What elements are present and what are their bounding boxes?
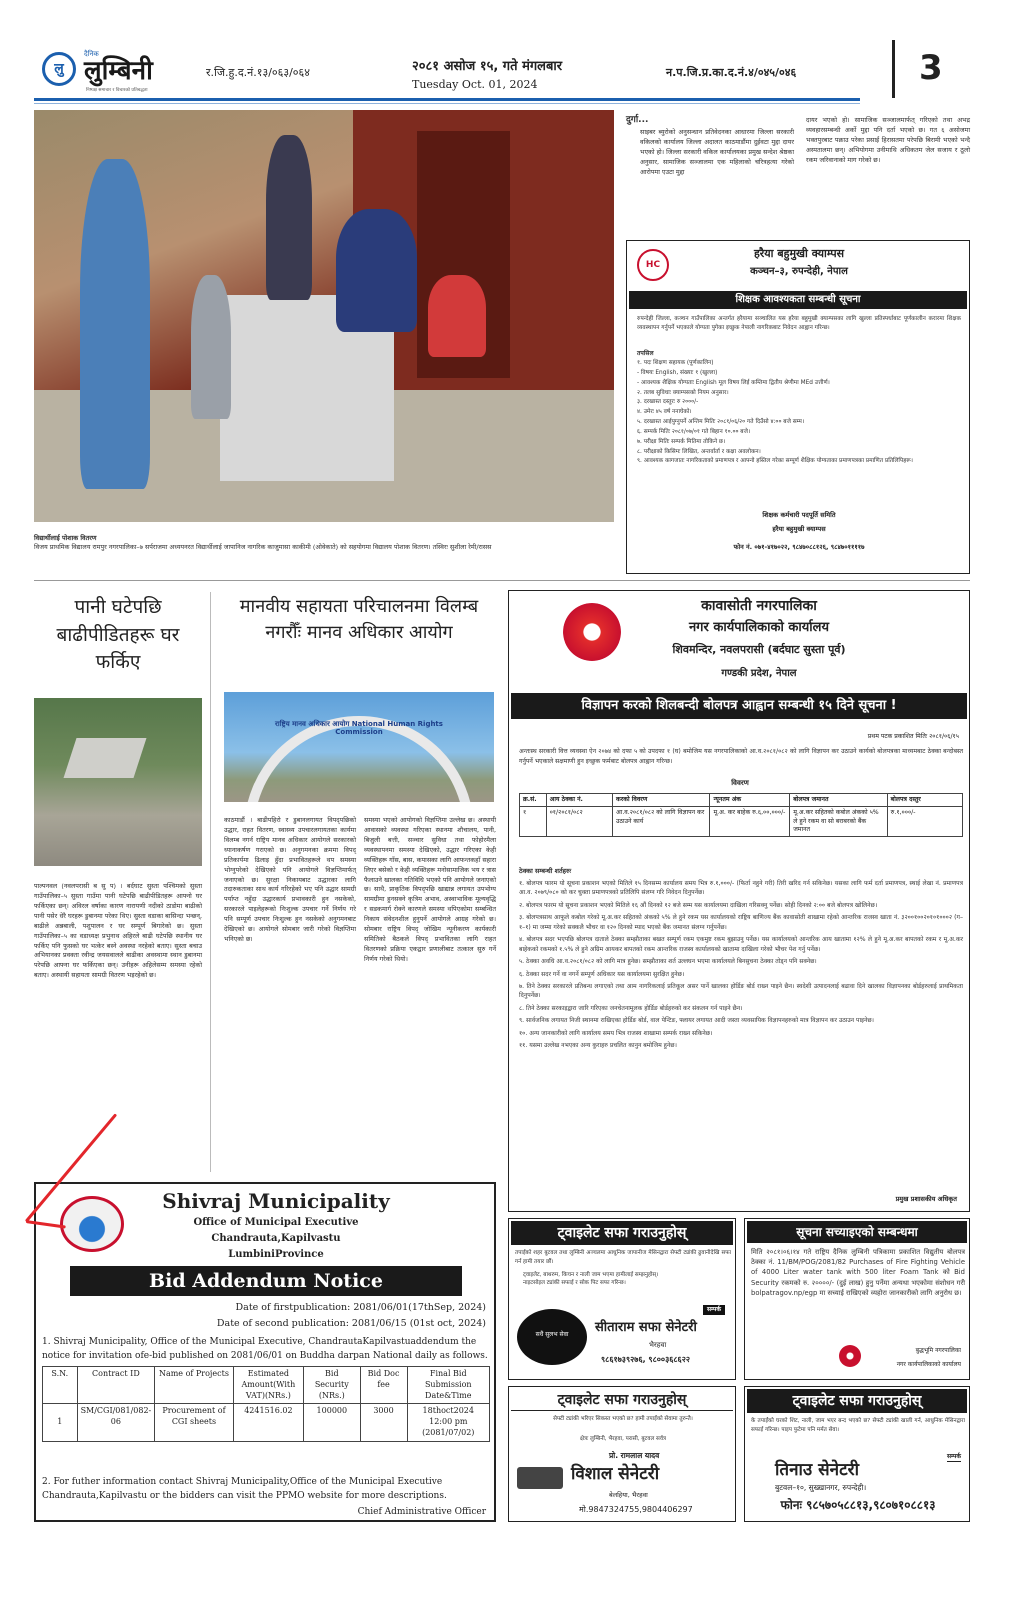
table-header: बोलपत्र जमानत xyxy=(790,794,887,807)
vacancy-items xyxy=(637,359,961,467)
correction-title: सूचना सच्याइएको सम्बन्धमा xyxy=(747,1221,967,1243)
shivraj-title: Shivraj Municipality xyxy=(162,1189,390,1213)
table-header: क्र.सं. xyxy=(520,794,547,807)
table-cell: मू.अ.कर सहितको कबोल अंकको ५% ले हुने रकम वा सो बराबरको बैंक जमानत xyxy=(790,807,887,837)
table-cell: ०१/२०८१/०८२ xyxy=(546,807,612,837)
condition-item: १. बोलपत्र फारम यो सूचना प्रकाशन भएको मितिले १५ दिनसम्म कार्यालय समय भित्र रु.१,०००/- (फिर्ता नहुने गरी) तिरी खरिद गर्न सकिनेछ। यसका लागि फर्म दर्ता प्रमाणपत्र, स्थाई लेखा नं. प्रमाणपत्र आ.व. २०७९/०८० को कर चुक्ता प्रमाणपत्रको प्रतिलिपि संलग्न गरि निवेदन दिनुपर्नेछ। xyxy=(519,880,963,897)
registration-right: न.प.जि.प्र.का.द.नं.४/०४५/०४६ xyxy=(666,66,797,79)
correction-body: मिति २०८१।०६।१४ गते राष्ट्रिय दैनिक लुम्बिनी पत्रिकामा प्रकाशित विद्युतीय बोलपत्र ठेक्का नं. 11/BM/POG/2081/82 Purchases of Fire Fighting Vehicle of 4000 Liter water tank with 500 liter Foam Tank को Bid Security रकमको रु. २००००/- (दुई लाख) हुनु पर्नेमा अन्यथा भएकोमा संशोधन गरी bolpatragov.np/egp मा सच्याई राखिएको व्यहोरा जानकारीको लागि अनुरोध छ। xyxy=(751,1248,965,1297)
kawasoti-intro: अन्तःस्थ सरकारी वित्त व्यवस्था ऐन २०७४ को दफा ५ को उपदफा १ (घ) बमोजिम यस नगरपालिकाको आ.व.२०८१/०८२ को लागि विज्ञापन कर उठाउने कार्यको बोलपत्रका माध्यमबाट ठेक्का बन्दोबस्त गर्नुपर्ने भएकाले सक्षमाणी हुन इच्छुक फर्मबाट बोलपत्र आह्वान गरिन्छ। xyxy=(519,748,963,765)
twilight-sub-2: क्षेत्रः लुम्बिनी, भैरहवा, परासी, बुटवल सर्वत्र xyxy=(579,1436,667,1442)
bid-addendum-band: Bid Addendum Notice xyxy=(70,1266,462,1296)
bid-table-header: Bid Doc fee xyxy=(360,1367,407,1404)
vacancy-item: ४. उमेरः ४५ वर्ष ननाघेको। xyxy=(637,409,692,416)
twilight-title-3: ट्वाइलेट सफा गराउनुहोस् xyxy=(747,1389,967,1413)
bid-table-cell: 1 xyxy=(43,1404,78,1441)
page-divider xyxy=(892,40,895,98)
teacher-vacancy-band: शिक्षक आवश्यकता सम्बन्धी सूचना xyxy=(629,291,967,309)
vacancy-item: - आवश्यक शैक्षिक योग्यताः English मूल विषय लिई कम्तिमा द्वितीय श्रेणीमा MEd उत्तीर्ण। xyxy=(637,379,830,386)
conditions-heading: ठेक्का सम्बन्धी शर्तहरुः xyxy=(519,867,572,875)
durga-text-left: साइबर ब्युरोको अनुसन्धान प्रतिवेदनका आधारमा जिल्ला सरकारी वकिलको कार्यालय जिल्ला अदालत काठमाडौंमा दुईवटा मुद्दा दायर भएको हो। जिल्ला सरकारी वकिल कार्यालयका प्रमुख सन्देश श्रेष्ठका अनुसार, सामाजिक सञ्जालमा एक महिलाको चरित्रहत्या गरेको आरोपमा एउटा मुद्दा xyxy=(640,128,794,176)
table-cell: १ xyxy=(520,807,547,837)
campus-name: हरैया बहुमुखी क्याम्पस xyxy=(753,247,845,260)
vacancy-intro: रुपन्देही जिल्ला, कञ्चन गाउँपालिका अन्तर्गत हरैयामा सञ्चालित यस हरैया बहुमुखी क्याम्पसका लागि खुल्ला प्रतिस्पर्धाबाट पूर्णकालीन करारमा शिक्षक व्यवस्थापन गर्नुपर्ने भएकाले योग्यता पुगेका इच्छुक नेपाली नागरिकबाट निवेदन आह्वान गरिन्छ। xyxy=(637,316,961,331)
registration-left: र.जि.हु.द.नं.१३/०६३/०६४ xyxy=(206,66,310,79)
table-header: करको विवरण xyxy=(613,794,710,807)
shivraj-point-2: 2. For futher information contact Shivraj Municipality,Office of the Municipal Executive Chandrauta,Kapilvastu or the bidders can visit the PPMO website for more descriptions. xyxy=(42,1477,447,1501)
newspaper-name-small: दैनिक xyxy=(84,50,99,58)
shivraj-signature: Chief Administrative Officer xyxy=(357,1507,486,1517)
bid-table-header: Final Bid Submission Date&Time xyxy=(407,1367,489,1404)
contact-label: सम्पर्क xyxy=(703,1305,725,1315)
condition-item: ८. तिने ठेक्का सरकाइद्वारा जारि गरिएका जनचेतनामूलक होर्डिङ बोर्डहरुको कर संकलन गर्न पाइने छैन। xyxy=(519,1004,743,1012)
twilight-intro-1: तपाईको शहर बुटवल तथा लुम्बिनी अञ्चलमा आधुनिक जापानीज मेसिनद्वारा सेफ्टी ट्यांकी ढुवानीदेखि सफा गर्न हामी तयार छौं। xyxy=(515,1250,731,1265)
tinau-body: के तपाईंको घरको शिट, नाली, जाम भएर बन्द भएको छ? सेफ्टी ट्यांकी खाली गर्न, आधुनिक मेसिनद्वारा सफाई गरिन्छ। पाइप फुटेमा पनि मर्मत सेवा। xyxy=(751,1418,965,1433)
newspaper-tagline: निष्पक्ष समाचार र विचारको प्रतिबद्धता xyxy=(86,88,148,93)
correction-emblem-icon xyxy=(839,1345,861,1367)
table-header: बोलपत्र दस्तुर xyxy=(887,794,962,807)
condition-item: ११. यसमा उल्लेख नभएका अन्य कुराहरु प्रचलित कानुन बमोजिम हुनेछ। xyxy=(519,1042,677,1050)
flood-photo xyxy=(34,698,202,866)
vacancy-item: २. तलब सुविधाः क्याम्पसको नियम अनुसार। xyxy=(637,389,729,396)
twilight-intro-2: सेफ्टी ट्यांकी भरिएर सिकस्त भएको छ? हामी तपाईंको सेवामा तुरुन्तै। xyxy=(553,1416,693,1422)
manabiya-article xyxy=(220,590,498,1175)
bullet-item: नाइटसोइल ट्यांकी सफाई र सोक पिट सफा गरिन्छ। xyxy=(523,1280,626,1287)
hariya-campus-ad xyxy=(626,240,970,574)
service-badge: सधैं सुलभ सेवा xyxy=(517,1309,587,1365)
photo-caption-body: विजय प्राथमिक विद्यालय रामपुर नगरपालिका–७ सर्पराजमा अध्ययनरत विद्यार्थीलाई जापानिज नागरिक काजुमासा काकीमी (ओवेकाते) को सहयोगमा विद्यालय पोशाक वितरण। तस्विरः सुशीला रेमी/रासस xyxy=(34,542,492,551)
table-cell: मू.अ. कर बाहेक रु.६,००,०००/- xyxy=(710,807,790,837)
bid-table-cell: 100000 xyxy=(304,1404,360,1441)
vacancy-item: १. पदः शिक्षण सहायक (पूर्णकालिन) xyxy=(637,360,714,366)
vacancy-item: ९. आवश्यक कागजातः नागरिकताको प्रमाणपत्र र आफ्नो हस्तिल गरेका सम्पूर्ण शैक्षिक योग्यताका प्रमाणपत्रका प्रमाणित प्रतिलिपिहरू। xyxy=(637,458,914,465)
date-nepali: २०८१ असोज १५, गते मंगलबार xyxy=(412,59,563,74)
nhrc-arch-text: राष्ट्रिय मानव अधिकार आयोग National Human Rights Commission xyxy=(275,720,443,737)
kawasoti-title: कावासोती नगरपालिका xyxy=(701,598,817,614)
condition-item: ४. बोलपत्र सदर भएपछि बोलपत्र दाताले ठेक्का सम्झौताका बखत सम्पूर्ण रकम एकमुष्ट रकम बुझाउनु पर्नेछ। यस कार्यालयको आन्तरिक आय खातामा १२% ले हुने मू.अ.कर बापतको रकम र मू.अ.कर बाहेकको रकमको १.५% ले हुने अग्रिम आयकर बापतको रकम आन्तरिक राजस्व कार्यालयको खातामा दाखिला गरेको भौचर पेश गर्नु पर्नेछ। xyxy=(519,936,963,953)
vacancy-signature-2: हरैया बहुमुखी क्याम्पस xyxy=(772,525,826,533)
twilight-title-2: ट्वाइलेट सफा गराउनुहोस् xyxy=(511,1389,733,1411)
pani-headline: पानी घटेपछि बाढीपीडितहरू घर फर्किए xyxy=(56,596,180,674)
condition-item: १०. अन्य जानकारीको लागि कार्यालय समय भित्र राजस्व शाखामा सम्पर्क राख्न सकिनेछ। xyxy=(519,1029,713,1037)
bid-table xyxy=(42,1366,490,1442)
sitaram-company: सीताराम सफा सेनेटरी xyxy=(595,1320,697,1335)
condition-item: ९. सार्वजनिक लगायत निजी स्थानमा राखिएका होर्डिङ बोर्ड, वाल पेन्टिङ, फ्लायर लगायत आदी जस्ता व्यवसायिक विज्ञापनहरुको मात्र विज्ञापन कर उठाउन पाइनेछ। xyxy=(519,1017,874,1025)
kawasoti-band: विज्ञापन करको शिलबन्दी बोलपत्र आह्वान सम्बन्धी १५ दिने सूचना ! xyxy=(511,693,967,719)
bid-table-cell: 18thoct2024 12:00 pm (2081/07/02) xyxy=(407,1404,489,1441)
bid-table-header: S.N. xyxy=(43,1367,78,1404)
kawasoti-address: शिवमन्दिर, नवलपरासी (बर्दघाट सुस्ता पूर्व) xyxy=(672,643,846,656)
correction-signature-2: नगर कार्यपालिकाको कार्यालय xyxy=(896,1361,961,1368)
vacancy-item: ७. परीक्षा मितिः सम्पर्क मितिमा तोकिने छ। xyxy=(637,438,726,445)
twilight-title-1: ट्वाइलेट सफा गराउनुहोस् xyxy=(511,1221,733,1245)
sitaram-phone: ९८६१७३९२७६, ९८००३६८६२२ xyxy=(601,1355,691,1364)
shivraj-address: Chandrauta,Kapilvastu xyxy=(211,1233,341,1244)
newspaper-name: लुम्बिनी xyxy=(84,56,153,86)
kawasoti-office: नगर कार्यपालिकाको कार्यालय xyxy=(688,620,830,635)
vacancy-item: ८. परीक्षाको किसिमः लिखित, अन्तर्वार्ता र कक्षा अवलोकन। xyxy=(637,448,761,455)
nhrc-photo xyxy=(224,692,494,802)
vacancy-item: - विषयः English, संख्याः १ (खुल्ला) xyxy=(637,369,718,376)
durga-heading: दुर्गा... xyxy=(626,115,649,125)
shivraj-municipality-ad xyxy=(34,1182,496,1522)
kawasoti-province: गण्डकी प्रदेश, नेपाल xyxy=(721,668,797,679)
bid-table-row xyxy=(43,1404,490,1441)
masthead-rule xyxy=(34,98,860,101)
bid-table-cell: SM/CGI/081/082-06 xyxy=(77,1404,155,1441)
nepal-emblem-icon xyxy=(563,603,621,661)
correction-notice-ad xyxy=(744,1218,970,1380)
photo-caption-head: विद्यार्थीलाई पोशाक वितरण xyxy=(34,534,97,542)
tinau-phone: फोनः ९८५७०५८८१३,९८०७१०८८१३ xyxy=(780,1498,936,1512)
bid-table-header: Bid Security (NRs.) xyxy=(304,1367,360,1404)
date-english: Tuesday Oct. 01, 2024 xyxy=(412,78,538,91)
photo-caption xyxy=(34,534,614,551)
campus-logo-icon: HC xyxy=(637,249,669,281)
kawasoti-municipality-ad xyxy=(508,590,970,1212)
vishal-phone: मो.9847324755,9804406297 xyxy=(579,1505,693,1514)
shivraj-office: Office of Municipal Executive xyxy=(193,1217,359,1228)
kawasoti-table xyxy=(519,793,963,837)
vacancy-item: ३. दरखास्त दस्तुरः रु २०००/- xyxy=(637,399,699,406)
vacancy-tafsil: तपसिल xyxy=(637,350,654,357)
shivraj-emblem-icon xyxy=(60,1196,124,1252)
bid-table-header: Name of Projects xyxy=(155,1367,233,1404)
tinau-address: बुटवल–१०, सुख्खानगर, रुपन्देही। xyxy=(775,1483,867,1492)
tinau-contact-label: सम्पर्क xyxy=(947,1453,961,1462)
condition-item: ७. तिने ठेक्का सरकारले प्रतिबन्ध लगाएको तथा आम नागरिकलाई प्रतिकूल असर पार्ने खालका होर्डिङ बोर्ड राख्न पाइने छैन। स्वदेशी उत्पादनलाई बढावा दिने खालका विज्ञापनका बोर्डहरुलाई प्राथमिकता दिनुपर्नेछ। xyxy=(519,982,963,1000)
vacancy-signature: शिक्षक कर्मचारी पदपूर्ति समिति xyxy=(762,511,836,519)
vishal-sanitary-ad xyxy=(508,1386,736,1522)
pani-body: पाल्पनवल (नवलपरासी ब सु प) । बर्दघाट सुस्ता पश्चिमको सुस्ता गाउँपालिका–५ सुस्ता गाउँमा पानी घटेपछि बाढीपीडितहरू आफ्नो घर फर्किएका छन्। अविरल वर्षाका कारण नारायणी नदीको ठाडोमा बाढीको पानी पसेर धेरै घरहरू डुबानमा परेका थिए। सुस्ता वडाका बासिन्दा भन्छन्, बाढीले अन्नबाली, पशुपालन र घर सम्पूर्ण बिगारेको छ। सुस्ता गाउँपालिका–५ का वडाध्यक्ष प्रभुनाथ अहिरले बाढी घटेपछि स्थानीय घर फर्किए पनि फुसको घर भत्केर बस्ने अवस्था नरहेको बताए। सुस्ता बचाउ अभियानका प्रवक्ता रवीन्द्र जयसवालले बाढीका अवस्थामा स्थान डुबानमा परेपछि आफ्ना घर फर्किएका छन्। उनीहरू अहिलेसम्म समस्या रहेको बताए। अस्थायी सहायता सामग्री वितरण भइरहेको छ। xyxy=(34,882,202,980)
kawasoti-signature: प्रमुख प्रशासकीय अधिकृत xyxy=(895,1195,957,1203)
table-row xyxy=(520,807,963,837)
kawasoti-table-heading: विवरण xyxy=(731,779,749,787)
kawasoti-pub-date: प्रथम पटक प्रकाशित मितिः २०८१/०६/१५ xyxy=(867,733,959,740)
vacancy-item: ५. दरखास्त आईपुग्नुपर्ने अन्तिम मितिः २०८१/०६/२० गते दिउँसो ४:०० बजे सम्म। xyxy=(637,419,805,426)
vishal-proprietor: प्रो. रामलाल यादव xyxy=(609,1451,660,1460)
second-publication-date: Date of second publication: 2081/06/15 (01st oct, 2024) xyxy=(216,1318,486,1329)
condition-item: ५. ठेक्का अवधि आ.व.२०८१/०८२ को लागि मात्र हुनेछ। सम्झौताका शर्त उल्लघन भएमा कार्यालयले बिनसुचना ठेक्का तोड्न पनि सक्नेछ। xyxy=(519,958,817,966)
bid-table-header: Estimated Amount(With VAT)(NRs.) xyxy=(233,1367,303,1404)
vishal-company: विशाल सेनेटरी xyxy=(571,1464,660,1484)
campus-address: कञ्चन–३, रुपन्देही, नेपाल xyxy=(750,266,848,277)
section-divider xyxy=(34,580,970,581)
newspaper-logo-icon: लु xyxy=(42,52,76,86)
condition-item: २. बोलपत्र फारम यो सूचना प्रकाशन भएको मितिले १६ औं दिनको १२ बजे सम्म यस कार्यालयमा दाखिला गरिसक्नु पर्नेछ। सोही दिनको २:०० बजे बोलपत्र खोलिनेछ। xyxy=(519,901,878,909)
table-cell: आ.व.२०८१/०८२ को लागि विज्ञापन कर उठाउने कार्य xyxy=(613,807,710,837)
sitaram-sanitary-ad xyxy=(508,1218,736,1380)
manabiya-col-1: काठमाडौं । बाढीपहिरो र डुबानलगायत विपद्पछिको उद्धार, राहत वितरण, स्वास्थ्य उपचारलगायतका कार्यमा विलम्ब नगर्न राष्ट्रिय मानव अधिकार आयोगले सरकारको ध्यानाकर्षण गराएको छ। अनुगमनका क्रममा विपद् प्रतिकार्यमा ढिलाइ हुँदा प्रभावितहरूले थप समस्या भोग्नुपरेको देखिएको पनि आयोगले विज्ञप्तिमार्फत् जनाएको छ। सुरक्षा निकायबाट उद्धारका लागि तदारुकताका साथ कार्य गरिरहेको भए पनि उद्धार सामग्री पर्याप्त नहुँदा उद्धारकार्य प्रभावकारी हुन नसकेको, सरकारले पाइलेहरूको निःशुल्क उपचार गर्ने निर्णय गरे पनि सम्पूर्ण उपचार निःशुल्क हुन नसकेको अनुगमनबाट देखिएको छ। आयोगले सोमबार जारी गरेको विज्ञप्तिमा भनिएको छ। xyxy=(224,816,356,944)
kawasoti-conditions xyxy=(519,879,963,1054)
first-publication-date: Date of firstpublication: 2081/06/01(17thSep, 2024) xyxy=(235,1302,486,1313)
tinau-company: तिनाउ सेनेटरी xyxy=(775,1460,860,1480)
table-cell: रु.१,०००/- xyxy=(887,807,962,837)
twilight-bullets-1 xyxy=(523,1271,733,1288)
shivraj-province: LumbiniProvince xyxy=(228,1249,324,1260)
table-header: आय ठेक्का नं. xyxy=(546,794,612,807)
shivraj-point-1: 1. Shivraj Municipality, Office of the Municipal Executive, ChandrautaKapilvastuaddendum the notice for invitation ofe-bid published on 2081/06/01 on Buddha darpan National daily as follows. xyxy=(42,1337,488,1361)
vacancy-item: ६. सम्पर्क मितिः २०८१/०७/०१ गते बिहान १०.०० बजे। xyxy=(637,428,751,435)
durga-article xyxy=(626,114,970,234)
manabiya-col-2: समस्या भएको आयोगको विज्ञप्तिमा उल्लेख छ। अस्थायी आवासको व्यवस्था गरिएका स्थानमा शौचालय, पानी, बिजुली बत्ती, सञ्चार सुविधा तथा फोहोरमैला व्यवस्थापनमा समस्या देखिएको, उद्धार गरिएका केही व्यक्तिहरू गाँस, बास, कपासका लागि आफन्तकहाँ सहारा लिएर बसेको र केही व्यक्तिहरू मनोसामाजिक भय र त्रास फैलाउने खालका गतिविधि भएको पनि आयोगले जनाएको छ। साथै, प्राकृतिक विपद्पछि खाद्यान्न लगायत उपभोग्य सामग्रीमा हुनसक्ने कृत्रिम अभाव, अस्वाभाविक मूल्यवृद्धि र सडकमार्ग रोक्ने कारणले समस्या थपिएकोमा सम्बन्धित निकाय संवेदनशील हुनुपर्ने आयोगले आग्रह गरेको छ। सोमबार राष्ट्रिय विपद् जोखिम न्यूनीकरण कार्यकारी समितिको बैठकले विपद् प्रभावितका लागि राहत वितरणको प्रक्रिया एकद्वार प्रणालीबाट तत्काल सुरु गर्ने निर्णय गरेको थियो। xyxy=(364,816,496,963)
sitaram-place: भैरहवा xyxy=(649,1341,667,1349)
bid-table-cell: Procurement of CGI sheets xyxy=(155,1404,233,1441)
bid-table-cell: 4241516.02 xyxy=(233,1404,303,1441)
bullet-item: ट्वाइलेट, बाथरुम, किचन र नाली जाम भएमा हामीलाई सम्झनुहोस्। xyxy=(523,1272,659,1278)
manabiya-headline: मानवीय सहायता परिचालनमा विलम्ब नगरौँः मानव अधिकार आयोग xyxy=(239,596,479,644)
bid-table-header: Contract ID xyxy=(77,1367,155,1404)
sanitation-truck-icon xyxy=(517,1467,563,1489)
condition-item: ६. ठेक्का सदर गर्ने वा नगर्ने सम्पूर्ण अधिकार यस कार्यालयमा सुरक्षित हुनेछ। xyxy=(519,970,685,978)
durga-text-right: दायर भएको हो। सामाजिक सञ्जालमार्फत् गरिएको तथा अभद्र व्यवहारसम्बन्धी अर्को मुद्दा पनि दर्ता भएको छ। गत ६ असोजमा भक्तपुरबाट पक्राउ परेका प्रसाईं हिरासतमा परेपछि बिरामी भएको भन्दै अस्पतालमा छन्। अभियोगमा उनीमाथि अधिकतम जेल सजाय र ठूलो रकम जरिवानाको माग गरेको छ। xyxy=(806,116,970,164)
page-number: 3 xyxy=(919,48,943,88)
bid-table-cell: 3000 xyxy=(360,1404,407,1441)
column-rule xyxy=(210,592,211,1172)
vacancy-phone: फोन नं. ०७१-४१७०२२, ९८४७०८८१२६, ९८४७०११११७ xyxy=(733,543,865,551)
vishal-place: बेलहिया, भैरहवा xyxy=(609,1491,648,1499)
masthead xyxy=(34,44,974,96)
correction-signature: बुद्धभूमि नगरपालिका xyxy=(915,1347,961,1354)
masthead-rule-thin xyxy=(34,103,860,104)
condition-item: ३. बोलपत्रसाथ आफूले कबोल गरेको मू.अ.कर सहितको अंकको ५% ले हुने रकम यस कार्यालयको राष्ट्रिय बाणिज्य बैंक कावासोती शाखामा रहेको आन्तरिक राजस्व खाता नं. ३२००१००२०१०१०००२ (ग–१–१) मा जम्मा गरेको सक्कलै भौचर वा १२० दिनको म्याद भएको बैंक जमानत संलग्न गर्नुपर्नेछ। xyxy=(519,914,963,931)
uniform-distribution-photo xyxy=(34,110,614,522)
tinau-sanitary-ad xyxy=(744,1386,970,1522)
pani-article xyxy=(34,590,202,1175)
table-header: न्यूनतम अंक xyxy=(710,794,790,807)
